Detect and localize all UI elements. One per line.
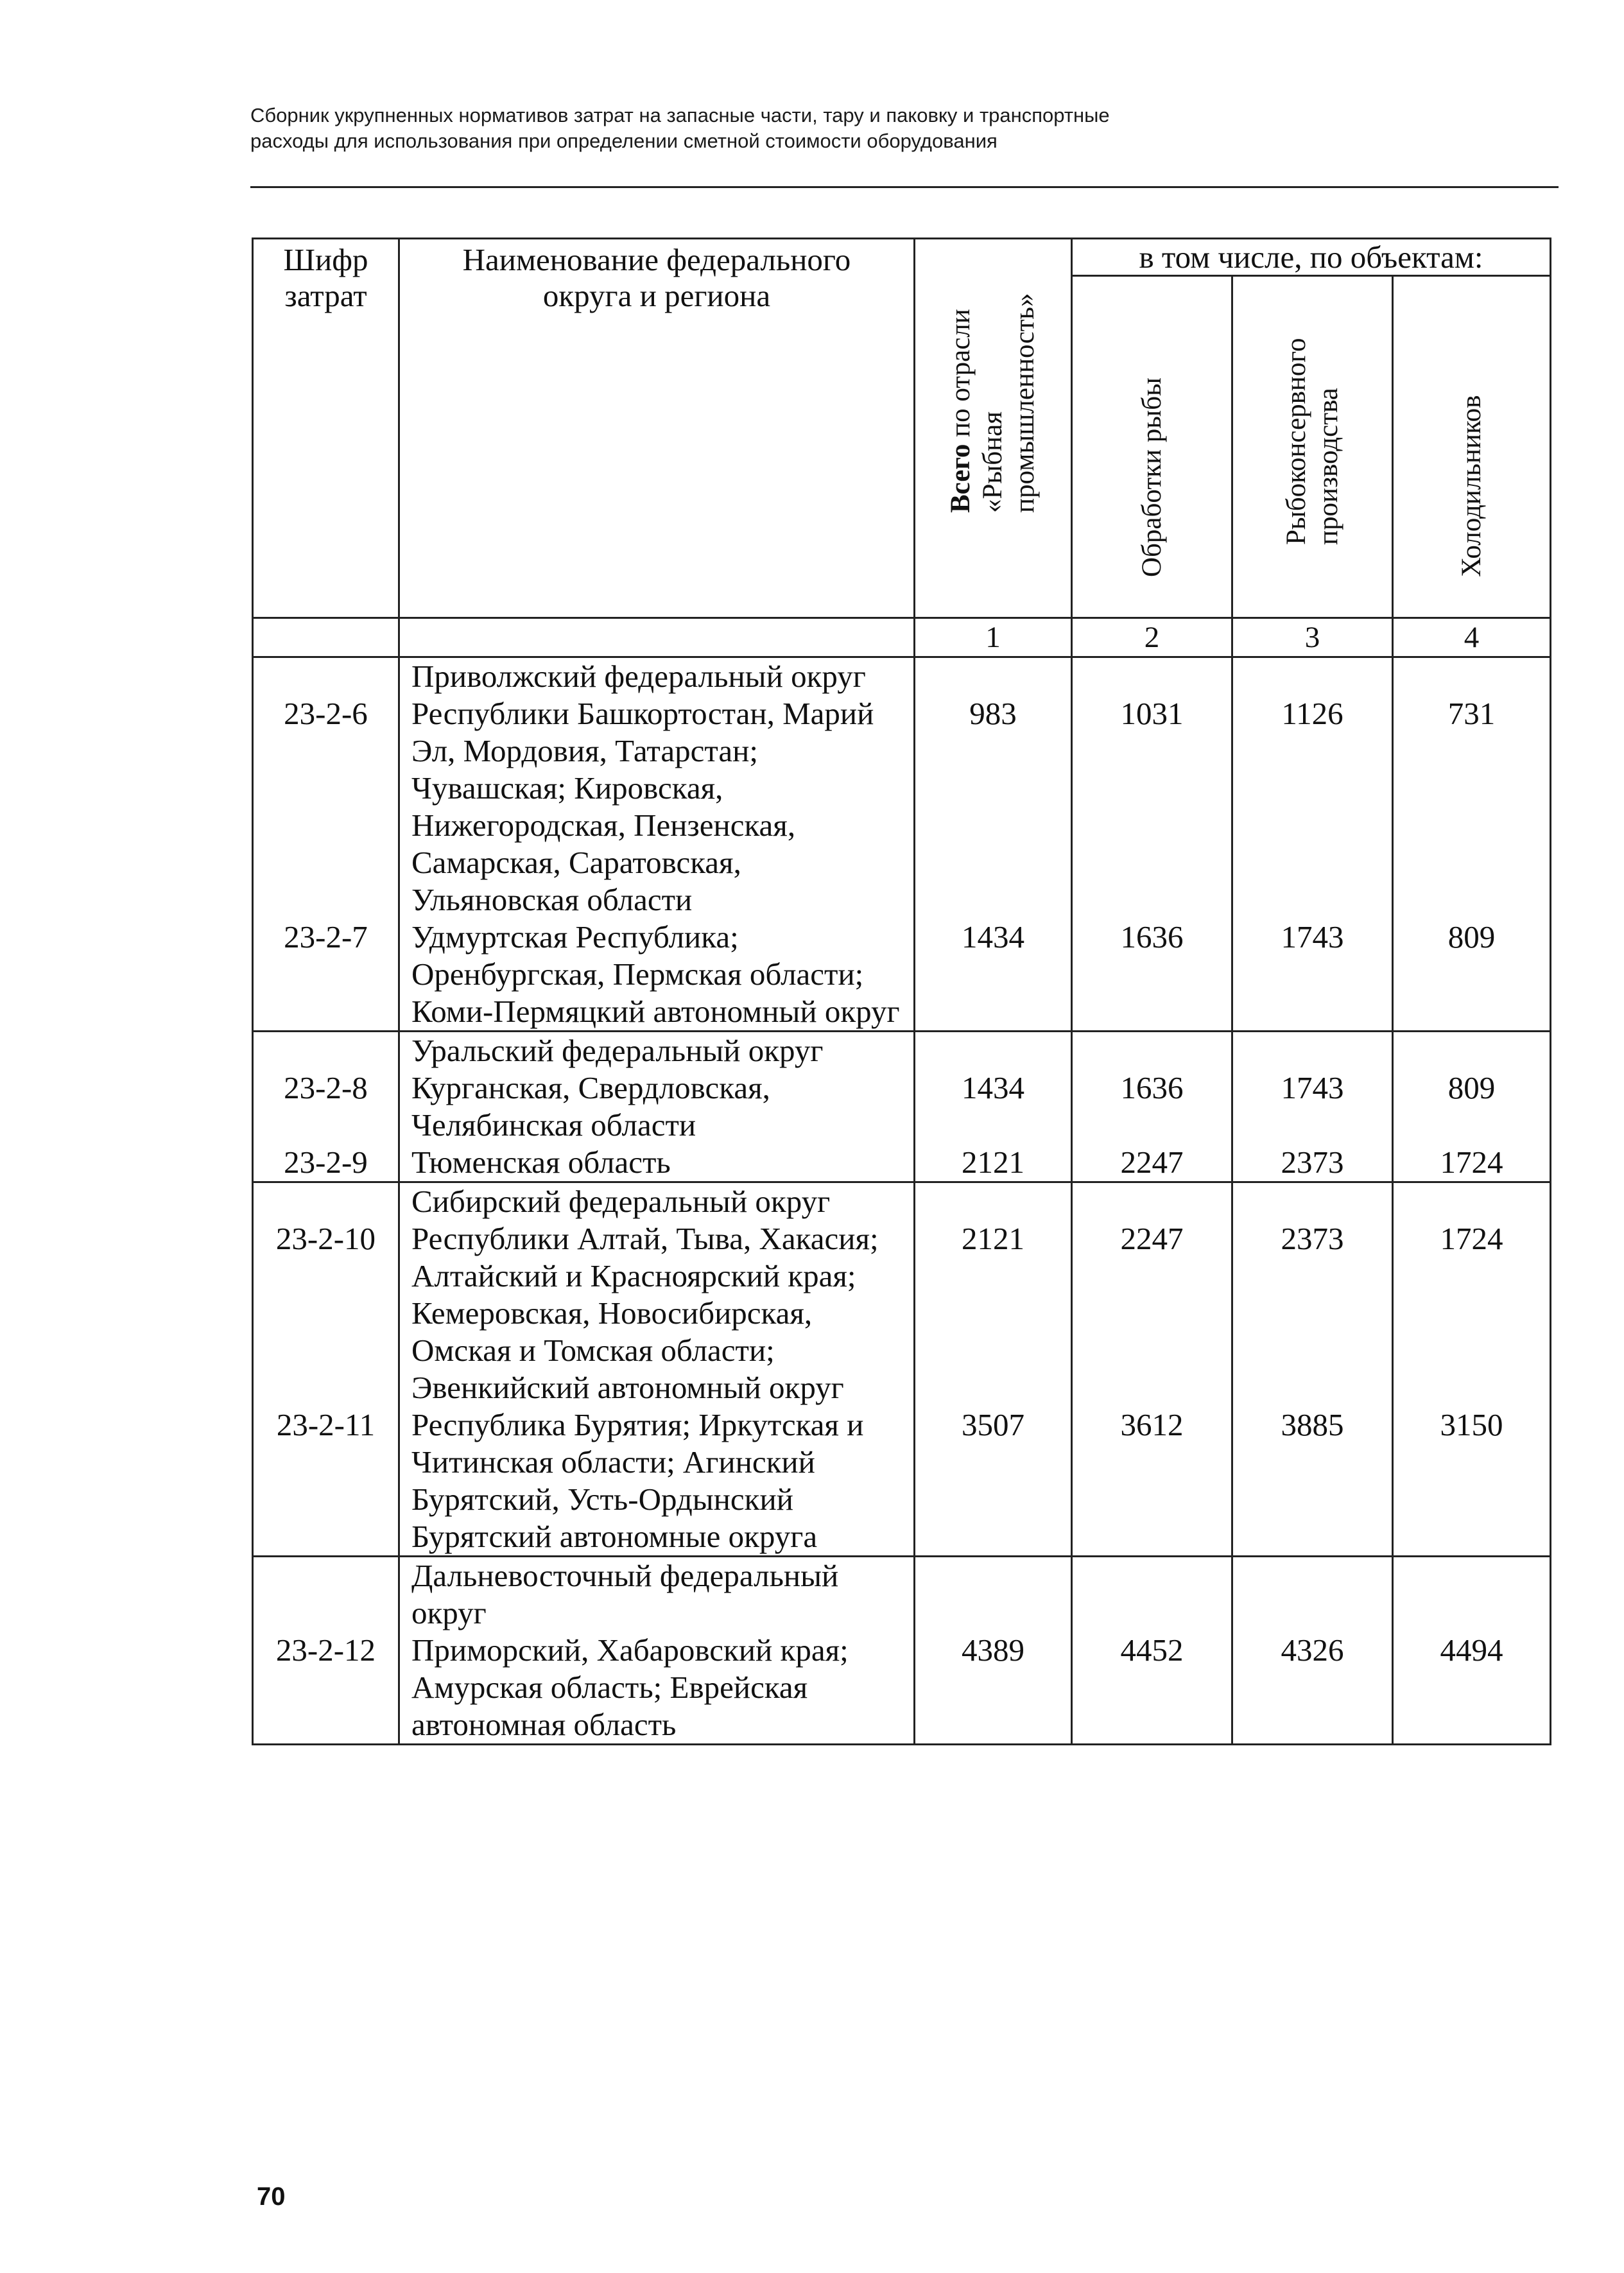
district-name: Уральский федеральный округ bbox=[399, 1032, 915, 1070]
table-row bbox=[253, 1220, 1551, 1406]
value-refrigerators: 1724 bbox=[1393, 1144, 1551, 1182]
total-header-bold: Всего bbox=[946, 444, 976, 513]
column-numbers-row bbox=[253, 618, 1551, 657]
table-row bbox=[253, 1632, 1551, 1745]
column-header-name bbox=[399, 239, 915, 618]
value-canning: 2373 bbox=[1232, 1144, 1393, 1182]
value-total: 2121 bbox=[915, 1220, 1072, 1406]
value-fish-processing: 1636 bbox=[1072, 919, 1232, 1032]
region-name: Курганская, Свердловская, Челябинская области bbox=[399, 1069, 915, 1144]
column-header-fish-processing bbox=[1072, 276, 1232, 618]
cost-code: 23-2-7 bbox=[253, 919, 399, 1032]
value-fish-processing: 2247 bbox=[1072, 1220, 1232, 1406]
header-line-1: Сборник укрупненных нормативов затрат на запасные части, тару и паковку и транспортные bbox=[250, 104, 1110, 126]
table-row bbox=[253, 1069, 1551, 1144]
region-name: Удмуртская Республика; Оренбургская, Пермская области; Коми-Пермяцкий автономный округ bbox=[399, 919, 915, 1032]
cost-code: 23-2-6 bbox=[253, 695, 399, 919]
canning-header-line2: производства bbox=[1313, 388, 1343, 545]
district-row bbox=[253, 1032, 1551, 1070]
table-row bbox=[253, 695, 1551, 919]
table-row bbox=[253, 1144, 1551, 1182]
value-refrigerators: 4494 bbox=[1393, 1632, 1551, 1745]
document-header bbox=[250, 103, 1534, 154]
canning-header-line1: Рыбоконсервного bbox=[1281, 338, 1311, 545]
column-number: 4 bbox=[1393, 618, 1551, 657]
region-name: Приморский, Хабаровский края; Амурская область; Еврейская автономная область bbox=[399, 1632, 915, 1745]
value-canning: 3885 bbox=[1232, 1406, 1393, 1557]
fish-processing-header-text: Обработки рыбы bbox=[1136, 377, 1167, 577]
column-number-empty bbox=[399, 618, 915, 657]
column-number: 2 bbox=[1072, 618, 1232, 657]
value-fish-processing: 3612 bbox=[1072, 1406, 1232, 1557]
table-row bbox=[253, 919, 1551, 1032]
district-name: Сибирский федеральный округ bbox=[399, 1182, 915, 1221]
value-canning: 4326 bbox=[1232, 1632, 1393, 1745]
total-header-line3: промышленность» bbox=[1010, 293, 1040, 513]
cost-code: 23-2-9 bbox=[253, 1144, 399, 1182]
code-header-text: Шифр затрат bbox=[283, 242, 368, 313]
region-name: Республики Башкортостан, Марий Эл, Мордовия, Татарстан; Чувашская; Кировская, Нижегородская, Пензенская, Самарская, Саратовская, Ульяновская области bbox=[399, 695, 915, 919]
value-total: 2121 bbox=[915, 1144, 1072, 1182]
region-name: Республика Бурятия; Иркутская и Читинская области; Агинский Бурятский, Усть-Ордынский Бурятский автономные округа bbox=[399, 1406, 915, 1557]
value-total: 4389 bbox=[915, 1632, 1072, 1745]
value-canning: 1743 bbox=[1232, 1069, 1393, 1144]
district-row bbox=[253, 1557, 1551, 1632]
cost-code: 23-2-12 bbox=[253, 1632, 399, 1745]
value-refrigerators: 731 bbox=[1393, 695, 1551, 919]
table-row bbox=[253, 1406, 1551, 1557]
column-header-including: в том числе, по объектам: bbox=[1072, 239, 1551, 276]
name-header-text: Наименование федерального округа и региона bbox=[462, 242, 851, 313]
value-total: 3507 bbox=[915, 1406, 1072, 1557]
header-divider bbox=[250, 186, 1559, 188]
column-header-refrigerators bbox=[1393, 276, 1551, 618]
region-name: Тюменская область bbox=[399, 1144, 915, 1182]
page-number: 70 bbox=[257, 2182, 286, 2211]
value-fish-processing: 1031 bbox=[1072, 695, 1232, 919]
value-fish-processing: 1636 bbox=[1072, 1069, 1232, 1144]
value-refrigerators: 3150 bbox=[1393, 1406, 1551, 1557]
column-header-total bbox=[915, 239, 1072, 618]
column-number-empty bbox=[253, 618, 399, 657]
total-header-line2: «Рыбная bbox=[978, 411, 1008, 513]
cost-code: 23-2-10 bbox=[253, 1220, 399, 1406]
column-header-code bbox=[253, 239, 399, 618]
value-fish-processing: 4452 bbox=[1072, 1632, 1232, 1745]
refrigerators-header-text: Холодильников bbox=[1456, 395, 1487, 577]
value-total: 983 bbox=[915, 695, 1072, 919]
cost-code: 23-2-8 bbox=[253, 1069, 399, 1144]
value-canning: 1743 bbox=[1232, 919, 1393, 1032]
district-name: Приволжский федеральный округ bbox=[399, 657, 915, 696]
value-total: 1434 bbox=[915, 919, 1072, 1032]
value-canning: 2373 bbox=[1232, 1220, 1393, 1406]
value-refrigerators: 809 bbox=[1393, 919, 1551, 1032]
value-fish-processing: 2247 bbox=[1072, 1144, 1232, 1182]
district-row bbox=[253, 657, 1551, 696]
district-name: Дальневосточный федеральный округ bbox=[399, 1557, 915, 1632]
value-refrigerators: 809 bbox=[1393, 1069, 1551, 1144]
value-canning: 1126 bbox=[1232, 695, 1393, 919]
column-number: 1 bbox=[915, 618, 1072, 657]
district-row bbox=[253, 1182, 1551, 1221]
cost-code: 23-2-11 bbox=[253, 1406, 399, 1557]
value-refrigerators: 1724 bbox=[1393, 1220, 1551, 1406]
total-header-rest: по отрасли bbox=[946, 309, 976, 437]
header-line-2: расходы для использования при определении сметной стоимости оборудования bbox=[250, 130, 998, 152]
column-header-canning bbox=[1232, 276, 1393, 618]
region-name: Республики Алтай, Тыва, Хакасия; Алтайский и Красноярский края; Кемеровская, Новосибирская, Омская и Томская области; Эвенкийский автономный округ bbox=[399, 1220, 915, 1406]
value-total: 1434 bbox=[915, 1069, 1072, 1144]
cost-norms-table bbox=[252, 238, 1551, 1745]
column-number: 3 bbox=[1232, 618, 1393, 657]
